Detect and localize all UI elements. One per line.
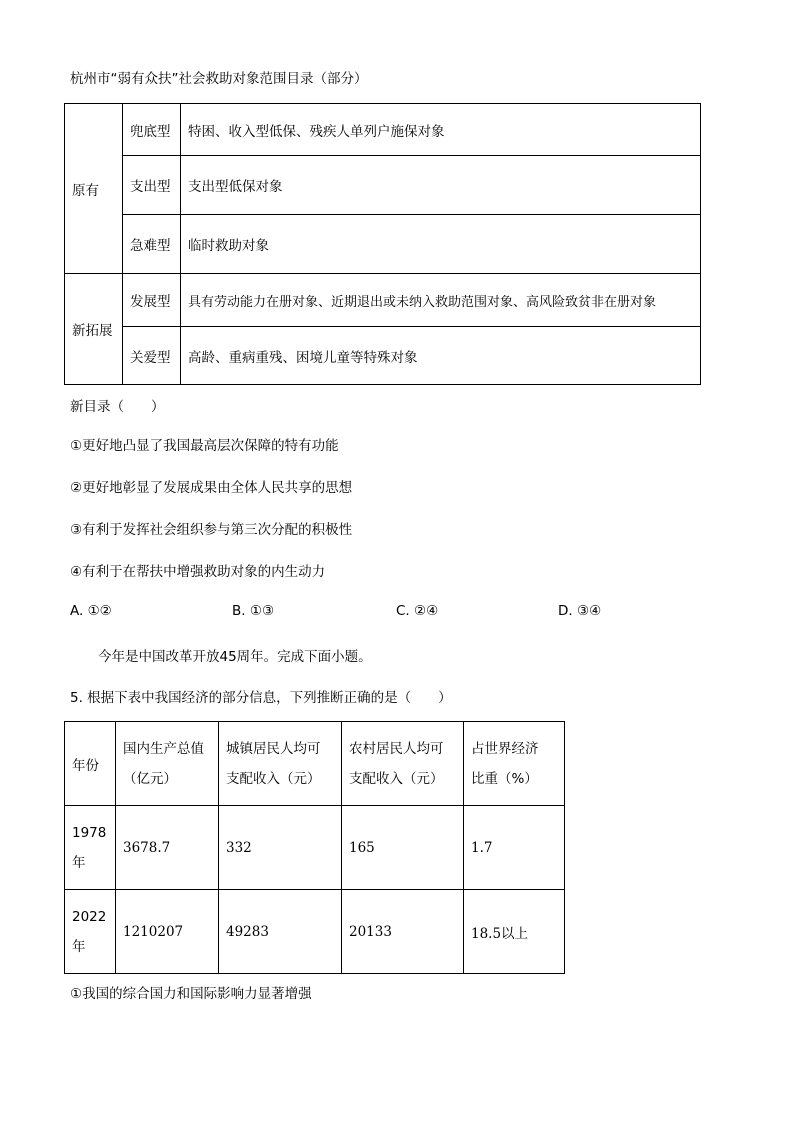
header-urban-income: 城镇居民人均可 支配收入（元） xyxy=(219,722,342,806)
statement-item: ④有利于在帮扶中增强救助对象的内生动力 xyxy=(70,564,326,580)
table-row xyxy=(65,156,701,215)
type-cell: 发展型 xyxy=(123,274,181,327)
year-cell: 2022 年 xyxy=(65,890,116,974)
type-cell: 关爱型 xyxy=(123,327,181,385)
header-rural-income: 农村居民人均可 支配收入（元） xyxy=(342,722,464,806)
desc-cell: 临时救助对象 xyxy=(181,215,701,274)
header-world-share: 占世界经济 比重（%） xyxy=(464,722,565,806)
desc-cell: 特困、收入型低保、残疾人单列户施保对象 xyxy=(181,104,701,156)
table-row xyxy=(65,890,565,974)
header-year: 年份 xyxy=(65,722,116,806)
table1-caption: 杭州市“弱有众扶”社会救助对象范围目录（部分） xyxy=(70,71,368,87)
table-row xyxy=(65,104,701,156)
rural-income-cell: 165 xyxy=(342,806,464,890)
table-row xyxy=(65,215,701,274)
type-cell: 兜底型 xyxy=(123,104,181,156)
header-gdp: 国内生产总值 （亿元） xyxy=(116,722,219,806)
group-label-expanded: 新拓展 xyxy=(65,274,123,385)
question-stem: 新目录（ ） xyxy=(70,399,165,415)
option-d: D. ③④ xyxy=(558,603,602,619)
table-row xyxy=(65,274,701,327)
group-label-original: 原有 xyxy=(65,104,123,274)
table-header-row xyxy=(65,722,565,806)
urban-income-cell: 49283 xyxy=(219,890,342,974)
type-cell: 支出型 xyxy=(123,156,181,215)
year-cell: 1978 年 xyxy=(65,806,116,890)
assistance-scope-table xyxy=(64,103,701,385)
statement-item: ②更好地彰显了发展成果由全体人民共享的思想 xyxy=(70,480,353,496)
question-stem: 5. 根据下表中我国经济的部分信息，下列推断正确的是（ ） xyxy=(70,690,452,706)
rural-income-cell: 20133 xyxy=(342,890,464,974)
option-a: A. ①② xyxy=(70,603,112,619)
economy-table xyxy=(64,721,565,974)
world-share-cell: 1.7 xyxy=(464,806,565,890)
table-row xyxy=(65,806,565,890)
urban-income-cell: 332 xyxy=(219,806,342,890)
statement-item: ③有利于发挥社会组织参与第三次分配的积极性 xyxy=(70,522,353,538)
option-c: C. ②④ xyxy=(396,603,439,619)
world-share-cell: 18.5以上 xyxy=(464,890,565,974)
desc-cell: 具有劳动能力在册对象、近期退出或未纳入救助范围对象、高风险致贫非在册对象 xyxy=(181,274,701,327)
statement-item: ①更好地凸显了我国最高层次保障的特有功能 xyxy=(70,438,339,454)
gdp-cell: 1210207 xyxy=(116,890,219,974)
desc-cell: 高龄、重病重残、困境儿童等特殊对象 xyxy=(181,327,701,385)
option-b: B. ①③ xyxy=(232,603,275,619)
statement-item: ①我国的综合国力和国际影响力显著增强 xyxy=(70,986,312,1002)
intro-text: 今年是中国改革开放45周年。完成下面小题。 xyxy=(98,649,372,665)
table-row xyxy=(65,327,701,385)
desc-cell: 支出型低保对象 xyxy=(181,156,701,215)
gdp-cell: 3678.7 xyxy=(116,806,219,890)
type-cell: 急难型 xyxy=(123,215,181,274)
